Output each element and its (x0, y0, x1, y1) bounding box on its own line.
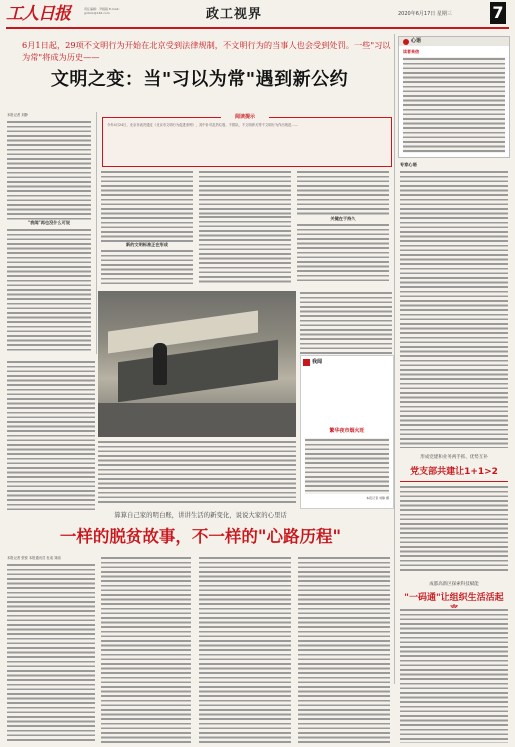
lead-body-col1-b (7, 228, 91, 353)
second-col1 (7, 563, 95, 743)
right-kicker-2: 成都高新区探索科技赋能 (429, 582, 479, 587)
second-col4 (298, 556, 390, 743)
photo-caption: 繁华夜市烟火旺 (329, 428, 365, 434)
lead-body-col4 (297, 170, 389, 215)
right-subsection: 专家心语 (400, 162, 417, 167)
right-box-header: 心语 (399, 37, 509, 46)
right-box-subtitle: 读者来信 (403, 49, 419, 54)
right-banner: 形成党建和业务两手抓、优势互补 (420, 455, 488, 460)
right-story2-body (400, 608, 508, 743)
masthead-rule (6, 27, 509, 29)
right-headline-1: 党支部共建让1+1>2 (410, 467, 498, 477)
second-kicker: 算算自己家的明白账，讲讲生活的新变化，说说大家的心里话 (114, 511, 287, 519)
mid-photo-side-body (98, 440, 296, 505)
editor-note-box (102, 114, 392, 167)
second-col2 (101, 556, 191, 743)
photo-ground (98, 403, 296, 437)
right-box (398, 36, 510, 158)
photo-label-box (300, 355, 394, 509)
heart-icon (403, 39, 409, 45)
second-col3 (199, 556, 291, 743)
photo-side-text (300, 291, 392, 359)
section-title: 政工视界 (206, 7, 263, 22)
right-box-body (403, 57, 505, 153)
lead-body-col4-b (297, 223, 389, 284)
lead-body-col2 (101, 170, 193, 242)
second-byline: 本报记者 张锐 本报通讯员 杜成 刘丽 (7, 556, 61, 560)
page-number: 7 (490, 2, 506, 24)
masthead (6, 3, 509, 29)
col-divider (394, 34, 395, 684)
lead-byline: 本报记者 刘静 (7, 113, 28, 117)
camera-icon (303, 359, 310, 366)
photo-label: 我闻 (303, 358, 322, 367)
masthead-small-info: 责任编辑：尹娟娟 E-mail：grrbzx@126.com (84, 7, 122, 15)
paper-logo: 工人日报 (6, 4, 70, 24)
lead-body-col2-b (101, 249, 193, 284)
lead-subhead-3: 关键在于持久 (330, 216, 356, 221)
photo-person (153, 343, 167, 385)
right-headline-2: "一码通"让组织生活活起 (404, 593, 504, 603)
editor-note-text: 今年4月24日，北京市表决通过《北京市文明行为促进条例》，其中针对乱扔垃圾、不排队、不文明养犬等不文明行为作出规范…… (107, 123, 298, 127)
lead-intro: 6月1日起，29项不文明行为开始在北京受到法律规制，不文明行为的当事人也会受到处罚。一些"习以为常"将成为历史—— (22, 40, 391, 62)
photo-caption-body (305, 438, 389, 494)
second-headline: 一样的脱贫故事，不一样的"心路历程" (59, 527, 342, 546)
lead-body-col3 (199, 170, 291, 215)
lead-subhead-1: "我闻"再也没什么可说 (27, 220, 71, 225)
lead-body-col1-a (7, 120, 91, 220)
photo-credit: 本报记者 刘静 摄 (366, 496, 389, 500)
right-story1-body (400, 485, 508, 572)
market-photo (98, 291, 296, 437)
lead-subhead-2: 新的文明标准正在形成 (126, 242, 168, 247)
mid-left-body (7, 360, 95, 510)
col-divider (96, 112, 97, 354)
right-col-body (400, 170, 508, 448)
lead-body-col3-b (199, 215, 291, 284)
photo-stall-counter (118, 340, 278, 402)
date-line: 2020年6月17日 星期三 (398, 11, 452, 17)
lead-headline: 文明之变：当"习以为常"遇到新公约 (50, 69, 349, 90)
editor-note-label: 阅读提示 (221, 114, 269, 121)
right-rule-1 (400, 481, 508, 482)
